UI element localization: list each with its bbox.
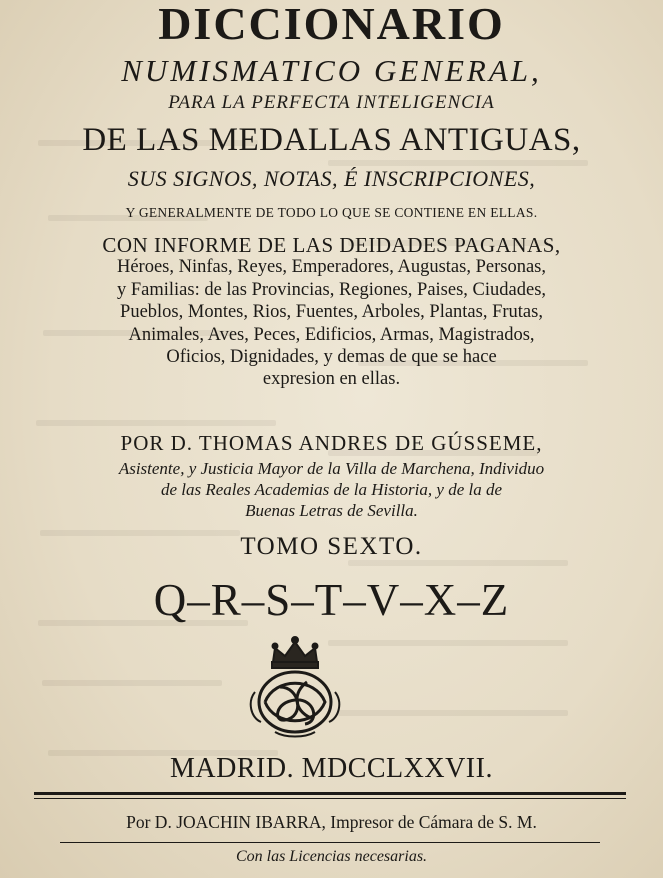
author-title-line: Asistente, y Justicia Mayor de la Villa de Marchena, Individuo (118, 459, 545, 478)
description-line: CON INFORME DE LAS DEIDADES PAGANAS, (102, 233, 561, 257)
author-line: POR D. THOMAS ANDRES DE GÚSSEME, (120, 431, 543, 455)
page-title: DICCIONARIO (158, 0, 505, 49)
divider (34, 792, 626, 795)
place-and-date: MADRID. MDCCLXXVII. (170, 753, 493, 784)
licenses-line: Con las Licencias necesarias. (235, 848, 428, 865)
purpose-line: PARA LA PERFECTA INTELIGENCIA (168, 92, 495, 113)
medals-line: DE LAS MEDALLAS ANTIGUAS, (82, 122, 581, 158)
description-line: Animales, Aves, Peces, Edificios, Armas, Magistrados, (128, 324, 535, 345)
description-line: y Familias: de las Provincias, Regiones, Paises, Ciudades, (116, 279, 547, 300)
volume-label: TOMO SEXTO. (240, 533, 423, 560)
subtitle: NUMISMATICO GENERAL, (121, 53, 542, 88)
author-title-line: Buenas Letras de Sevilla. (245, 501, 418, 520)
author-titles (0, 458, 663, 521)
description-line: Héroes, Ninfas, Reyes, Emperadores, Augustas, Personas, (116, 257, 546, 278)
description-line: Pueblos, Montes, Rios, Fuentes, Arboles, Plantas, Frutas, (120, 302, 543, 323)
crowned-monogram-icon (245, 632, 345, 742)
description-line: expresion en ellas. (262, 369, 401, 390)
description-line: Oficios, Dignidades, y demas de que se hace (166, 347, 497, 368)
general-line: Y GENERALMENTE DE TODO LO QUE SE CONTIENE EN ELLAS. (125, 205, 538, 220)
divider (34, 798, 626, 799)
divider (60, 842, 600, 843)
signs-line: SUS SIGNOS, NOTAS, É INSCRIPCIONES, (127, 166, 536, 191)
description (0, 234, 663, 391)
volume-letters: Q–R–S–T–V–X–Z (153, 575, 510, 625)
printer-line: Por D. JOACHIN IBARRA, Impresor de Cámara de S. M. (126, 812, 537, 832)
author-title-line: de las Reales Academias de la Historia, y de la de (160, 480, 503, 499)
